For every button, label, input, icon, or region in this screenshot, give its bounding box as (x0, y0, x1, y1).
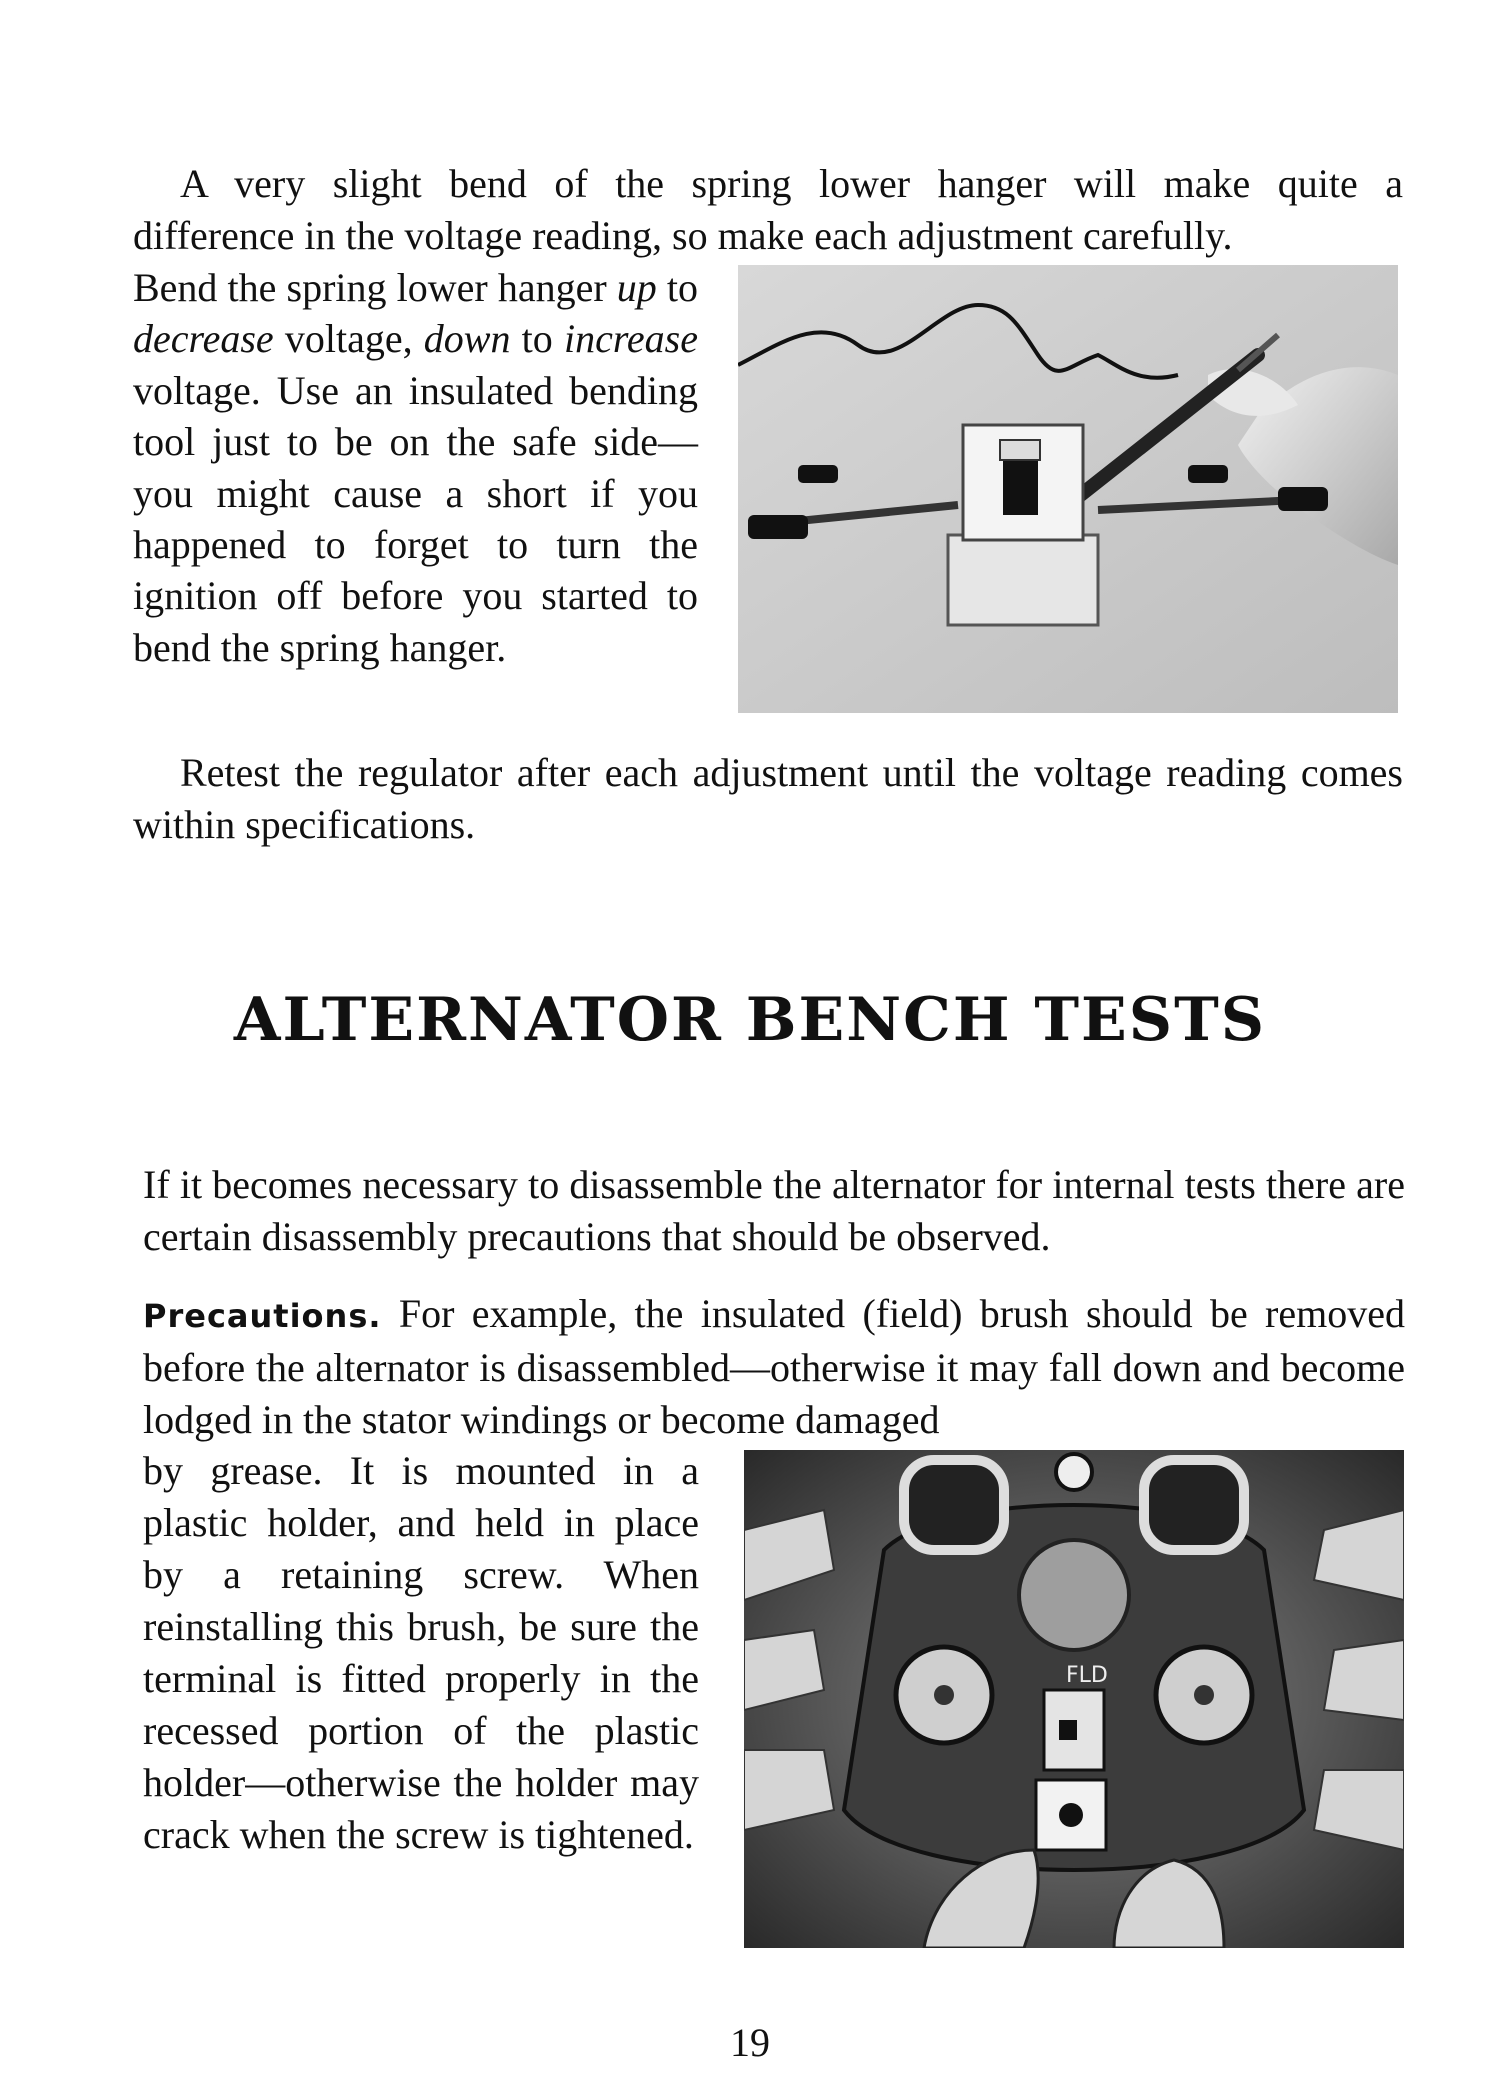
paragraph-bend-instructions: Bend the spring lower hanger up to decrease voltage, down to increase voltage. Use an insulated bending tool just to be on the safe side—you might cause a short if you happened to forget to turn the ignition off before you started to bend the spring hanger. (133, 265, 699, 670)
regulator-adjustment-photo (738, 265, 1398, 713)
brush-holder-photo (744, 1450, 1404, 1948)
paragraph-line: difference in the voltage reading, so make each adjustment carefully. (133, 213, 1233, 258)
emphasis-up: up (616, 265, 657, 310)
regulator-photo-illustration (738, 265, 1398, 713)
paragraph-brush-reinstall: by grease. It is mounted in a plastic holder, and held in place by a retaining screw. When reinstalling this brush, be sure the terminal is fitted properly in the recessed portion of the plastic holder—otherwise the holder may crack when the screw is tightened. (143, 1448, 699, 1857)
emphasis-increase: increase (563, 316, 698, 362)
emphasis-down: down (423, 316, 511, 362)
page-number: 19 (730, 2020, 770, 2065)
paragraph-retest: Retest the regulator after each adjustment until the voltage reading comes within specifications. (133, 750, 1403, 847)
precautions-label: Precautions. (143, 1297, 382, 1335)
paragraph-spring-bend-intro (133, 158, 1403, 262)
brush-photo-illustration (744, 1450, 1404, 1948)
paragraph-disassembly-intro: If it becomes necessary to disassemble the alternator for internal tests there are certain disassembly precautions that should be observed. (143, 1162, 1405, 1259)
emphasis-decrease: decrease (133, 316, 274, 362)
fld-label: FLD (1066, 1663, 1108, 1688)
section-heading: ALTERNATOR BENCH TESTS (233, 985, 1267, 1055)
paragraph-precautions (143, 1288, 1405, 1446)
precautions-text: For example, the insulated (field) brush should be removed before the alternator is disassembled—otherwise it may fall down and become lodged in the stator windings or become damaged (143, 1291, 1405, 1442)
paragraph-line: A very slight bend of the spring lower hanger will make quite a (180, 161, 1403, 206)
